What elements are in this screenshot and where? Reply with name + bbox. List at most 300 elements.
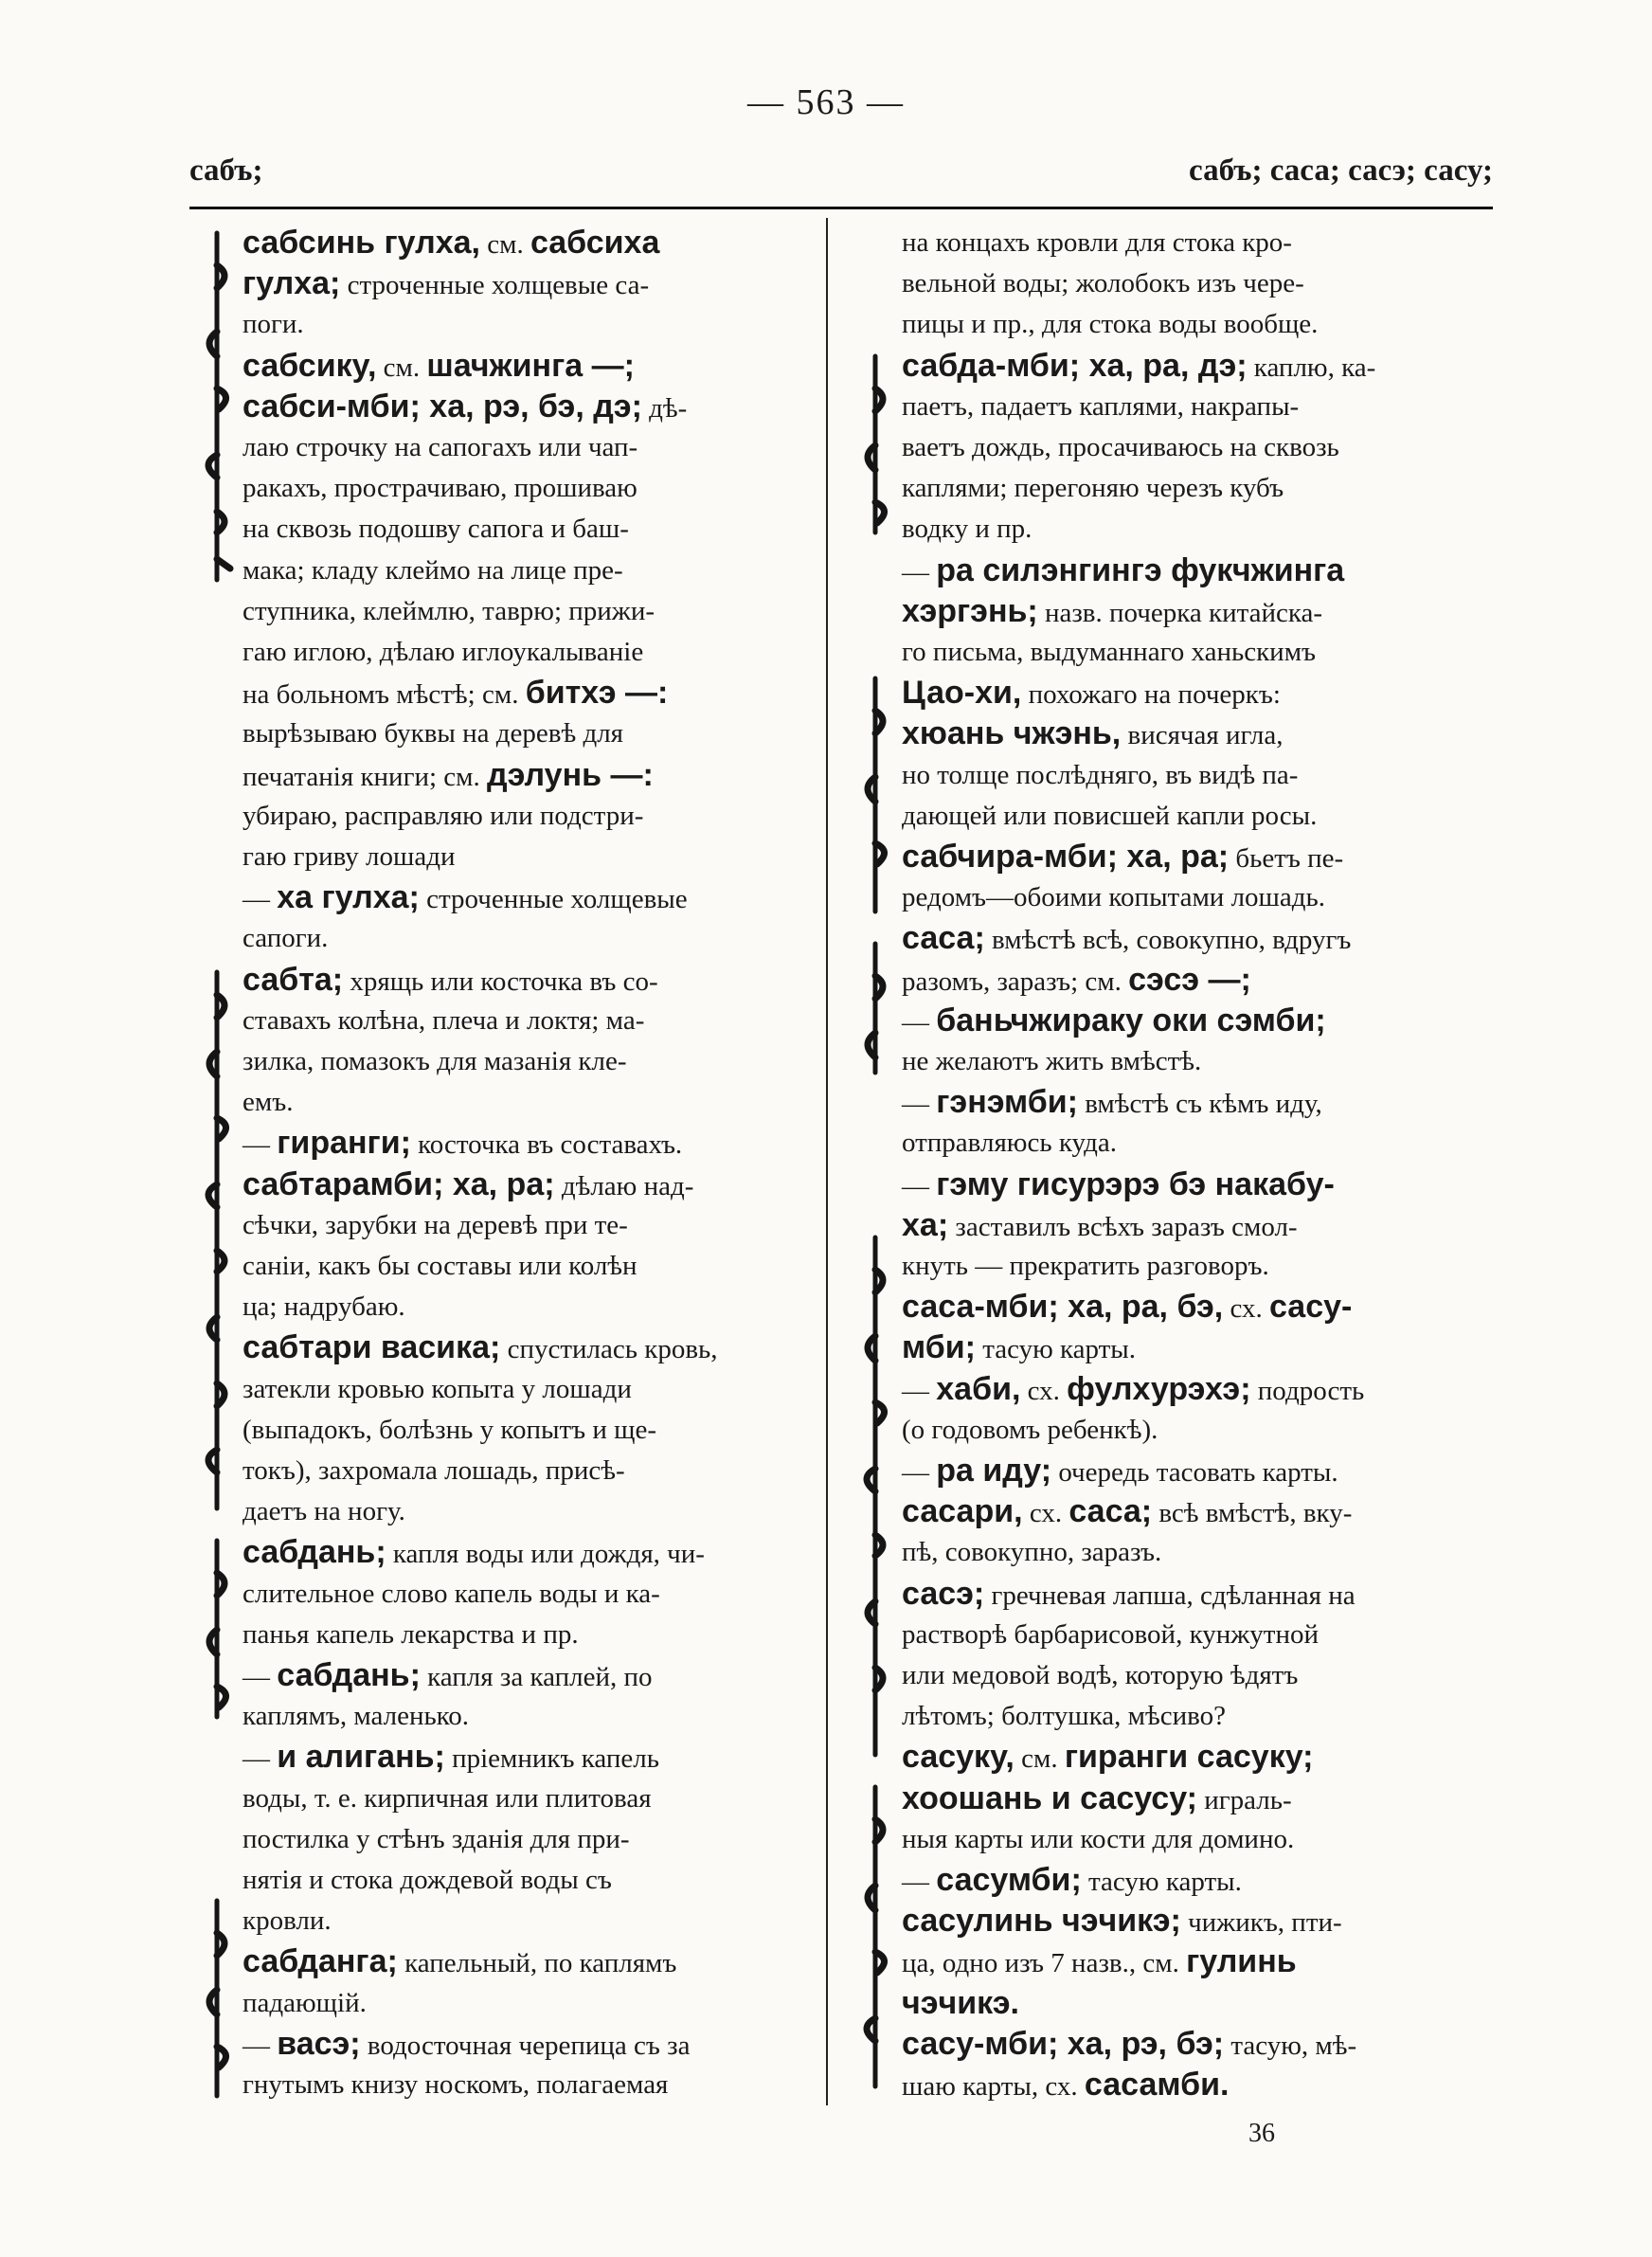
- headword: шачжинга —;: [426, 347, 635, 384]
- definition-text: лѣтомъ; болтушка, мѣсиво?: [902, 1701, 1226, 1732]
- definition-text: —: [902, 1375, 937, 1406]
- headword: Цао-хи,: [902, 675, 1022, 712]
- headword: баньчжираку оки сэмби;: [936, 1002, 1326, 1038]
- left-line-text: [242, 1533, 705, 1573]
- definition-text: кровли.: [242, 1905, 332, 1937]
- right-column-line: [902, 674, 1478, 713]
- left-line-text: [242, 1492, 405, 1530]
- left-column-line: [242, 714, 815, 754]
- headword: сабсинь гулха,: [242, 225, 480, 261]
- headword: гулха;: [242, 265, 341, 302]
- left-column-line: [242, 1206, 815, 1246]
- right-column-line: [902, 264, 1478, 304]
- definition-text: —: [902, 1867, 937, 1897]
- headword: дэлунь —:: [487, 756, 654, 793]
- left-column-line: [242, 264, 815, 304]
- definition-text: —: [902, 1006, 937, 1038]
- definition-text: пріемникъ капель: [444, 1743, 659, 1775]
- right-column-line: [902, 1656, 1478, 1696]
- definition-text: подрость: [1250, 1375, 1365, 1406]
- manchu-script-right-2: [853, 673, 898, 919]
- headword: хюань чжэнь,: [902, 715, 1122, 752]
- left-column-line: [242, 1738, 815, 1778]
- right-column-line: [902, 1452, 1478, 1491]
- right-column-line: [902, 1247, 1478, 1287]
- manchu-script-left-3: [194, 1535, 240, 1724]
- right-line-text: [902, 1165, 1335, 1205]
- headword: сасу-мби; ха, рэ, бэ;: [902, 2025, 1225, 2062]
- left-line-text: [242, 1288, 405, 1326]
- definition-text: см.: [376, 352, 427, 383]
- left-line-text: [242, 1942, 676, 1982]
- definition-text: ца, одно изъ 7 назв., см.: [902, 1948, 1187, 1979]
- right-line-text: [902, 510, 1032, 548]
- headword: фулхурэхэ;: [1067, 1370, 1251, 1407]
- definition-text: или медовой водѣ, которую ѣдятъ: [902, 1660, 1299, 1690]
- header-rule: [189, 207, 1493, 209]
- headword: сабчира-мби; ха, ра;: [902, 839, 1230, 875]
- right-column-line: [902, 1328, 1478, 1368]
- definition-text: гаю иглою, дѣлаю иглоукалываніе: [242, 637, 644, 667]
- headword: сабсику,: [242, 347, 377, 384]
- definition-text: играль-: [1196, 1784, 1292, 1815]
- running-head-left: сабъ;: [189, 153, 263, 188]
- definition-text: постилка у стѣнъ зданія для при-: [242, 1823, 630, 1854]
- manchu-script-right-1: [853, 351, 898, 540]
- headword: сабдань;: [277, 1657, 421, 1693]
- left-column-line: [242, 633, 815, 673]
- definition-text: заставилъ всѣхъ заразъ смол-: [948, 1211, 1298, 1242]
- definition-text: емъ.: [242, 1087, 294, 1118]
- definition-text: хрящь или косточка въ со-: [343, 966, 658, 997]
- headword: гэму гисурэрэ бэ накабу-: [936, 1165, 1335, 1202]
- left-column-line: [242, 1984, 815, 2024]
- left-column-line: [242, 510, 815, 550]
- definition-text: водосточная черепица съ за: [360, 2030, 691, 2061]
- headword: сабтарамби; ха, ра;: [242, 1165, 555, 1202]
- headword: ра иду;: [936, 1453, 1052, 1489]
- definition-text: (выпадокъ, болѣзнь у копытъ и ще-: [242, 1414, 657, 1445]
- left-line-text: [242, 1042, 627, 1080]
- definition-text: —: [242, 1743, 278, 1775]
- definition-text: не желаютъ жить вмѣстѣ.: [902, 1046, 1202, 1076]
- left-line-text: [242, 1206, 628, 1244]
- right-column-line: [902, 1902, 1478, 1941]
- definition-text: гречневая лапша, сдѣланная на: [984, 1580, 1356, 1611]
- headword: сабсиха: [530, 225, 660, 261]
- right-column-line: [902, 1206, 1478, 1246]
- headword: гиранги;: [277, 1125, 411, 1162]
- headword: и алигань;: [277, 1739, 445, 1776]
- left-column-line: [242, 961, 815, 1001]
- left-column-line: [242, 347, 815, 387]
- manchu-script-right-3: [853, 938, 898, 1080]
- left-column-line: [242, 1247, 815, 1287]
- headword: сасуку,: [902, 1739, 1015, 1776]
- left-column-line: [242, 1820, 815, 1860]
- right-line-text: [902, 1124, 1117, 1162]
- definition-text: отправляюсь куда.: [902, 1128, 1118, 1159]
- headword: сабда-мби; ха, ра, дэ;: [902, 347, 1248, 384]
- right-line-text: [902, 674, 1281, 713]
- left-line-text: [242, 388, 687, 427]
- right-line-text: [902, 1002, 1326, 1041]
- definition-text: пѣ, совокупно, заразъ.: [902, 1537, 1162, 1568]
- right-line-text: [902, 1820, 1294, 1858]
- left-column-line: [242, 1328, 815, 1368]
- manchu-script-left-1: [194, 227, 240, 587]
- definition-text: поги.: [242, 309, 304, 340]
- left-column-line: [242, 1533, 815, 1573]
- right-column-line: [902, 388, 1478, 427]
- right-column-line: [902, 1779, 1478, 1819]
- definition-text: гнутымъ книзу носкомъ, полагаемая: [242, 2069, 669, 2100]
- left-column-line: [242, 919, 815, 959]
- running-head-right: сабъ; саса; сасэ; сасу;: [1189, 153, 1493, 188]
- right-line-text: [902, 1288, 1352, 1327]
- headword: чэчикэ.: [902, 1984, 1019, 2021]
- definition-text: дѣлаю над-: [554, 1170, 694, 1201]
- left-column-line: [242, 1902, 815, 1941]
- headword: сасумби;: [936, 1862, 1082, 1898]
- left-line-text: [242, 592, 655, 630]
- definition-text: чижикъ, пти-: [1180, 1907, 1342, 1939]
- definition-text: бьетъ пе-: [1229, 843, 1344, 874]
- left-column-line: [242, 878, 815, 918]
- headword: гулинь: [1186, 1943, 1297, 1980]
- right-column-line: [902, 2025, 1478, 2065]
- definition-text: сѣчки, зарубки на деревѣ при те-: [242, 1209, 628, 1240]
- right-line-text: [902, 347, 1375, 387]
- definition-text: пицы и пр., для стока воды вообще.: [902, 309, 1319, 340]
- headword: хоошань и сасусу;: [902, 1779, 1197, 1816]
- definition-text: капельный, по каплямъ: [397, 1948, 677, 1979]
- left-line-text: [242, 264, 649, 304]
- left-line-text: [242, 347, 635, 387]
- definition-text: тасую карты.: [975, 1334, 1137, 1365]
- definition-text: —: [242, 1662, 278, 1692]
- definition-text: сх.: [1020, 1375, 1068, 1406]
- headword: сасари,: [902, 1493, 1023, 1530]
- definition-text: на концахъ кровли для стока кро-: [902, 227, 1292, 258]
- left-line-text: [242, 714, 623, 752]
- definition-text: мака; кладу клеймо на лице пре-: [242, 554, 623, 586]
- left-line-text: [242, 1247, 637, 1285]
- left-line-text: [242, 2025, 690, 2065]
- right-line-text: [902, 1575, 1356, 1615]
- definition-text: го письма, выдуманнаго ханьскимъ: [902, 637, 1317, 667]
- column-divider: [826, 218, 828, 2105]
- definition-text: капля за каплей, по: [420, 1662, 653, 1692]
- headword: ха;: [902, 1206, 949, 1243]
- definition-text: зилка, помазокъ для мазанія кле-: [242, 1046, 627, 1076]
- headword: саса;: [1068, 1493, 1153, 1530]
- right-column-line: [902, 347, 1478, 387]
- left-column-line: [242, 1656, 815, 1696]
- left-line-text: [242, 1002, 644, 1039]
- definition-text: —: [902, 1457, 937, 1488]
- manchu-script-left-4: [194, 1895, 240, 2104]
- right-line-text: [902, 1206, 1298, 1246]
- definition-text: —: [902, 1170, 937, 1201]
- headword: гиранги сасуку;: [1064, 1739, 1314, 1776]
- left-line-text: [242, 919, 328, 957]
- right-line-text: [902, 633, 1316, 671]
- left-column-line: [242, 1575, 815, 1615]
- right-column-line: [902, 428, 1478, 468]
- left-line-text: [242, 1861, 612, 1899]
- definition-text: см.: [479, 229, 530, 260]
- left-column-line: [242, 428, 815, 468]
- definition-text: гаю гриву лошади: [242, 841, 456, 872]
- left-column-line: [242, 838, 815, 877]
- headword: сасэ;: [902, 1575, 985, 1612]
- left-line-text: [242, 838, 456, 876]
- right-column-line: [902, 1984, 1478, 2024]
- left-column-line: [242, 1697, 815, 1737]
- right-column-line: [902, 714, 1478, 754]
- left-line-text: [242, 1656, 652, 1696]
- left-column-line: [242, 1124, 815, 1164]
- definition-text: убираю, расправляю или подстри-: [242, 800, 644, 831]
- right-column-line: [902, 469, 1478, 509]
- headword: сабдань;: [242, 1534, 386, 1571]
- left-line-text: [242, 469, 637, 507]
- definition-text: но толще послѣдняго, въ видѣ па-: [902, 759, 1299, 790]
- headword: хэргэнь;: [902, 592, 1038, 629]
- left-column-line: [242, 1861, 815, 1901]
- definition-text: косточка въ составахъ.: [410, 1129, 683, 1161]
- left-line-text: [242, 1697, 469, 1735]
- headword: ха гулха;: [277, 879, 420, 916]
- left-column-line: [242, 469, 815, 509]
- right-line-text: [902, 1328, 1136, 1368]
- right-column-line: [902, 633, 1478, 673]
- right-column-line: [902, 1616, 1478, 1655]
- left-line-text: [242, 1575, 660, 1613]
- definition-text: ступника, клеймлю, таврю; прижи-: [242, 595, 655, 626]
- definition-text: на сквозь подошву сапога и баш-: [242, 514, 629, 545]
- definition-text: разомъ, заразъ; см.: [902, 966, 1129, 997]
- definition-text: каплями; перегоняю черезъ кубъ: [902, 473, 1284, 504]
- right-column-line: [902, 1165, 1478, 1205]
- right-line-text: [902, 469, 1284, 507]
- left-column-line: [242, 224, 815, 263]
- definition-text: ныя карты или кости для домино.: [902, 1823, 1295, 1854]
- left-line-text: [242, 2066, 668, 2104]
- right-line-text: [902, 1083, 1322, 1123]
- headword: битхэ —:: [525, 675, 669, 712]
- definition-text: водку и пр.: [902, 514, 1032, 545]
- right-column-line: [902, 1370, 1478, 1410]
- right-line-text: [902, 428, 1339, 466]
- left-column-line: [242, 1288, 815, 1327]
- definition-text: шаю карты, сх.: [902, 2071, 1085, 2102]
- definition-text: дающей или повисшей капли росы.: [902, 800, 1318, 831]
- left-line-text: [242, 1738, 659, 1778]
- right-line-text: [902, 1616, 1319, 1653]
- right-line-text: [902, 1984, 1019, 2024]
- left-column-line: [242, 1002, 815, 1041]
- right-line-text: [902, 2025, 1356, 2065]
- right-column-line: [902, 1942, 1478, 1982]
- definition-text: капля воды или дождя, чи-: [386, 1539, 705, 1570]
- left-column-line: [242, 551, 815, 591]
- right-column-line: [902, 305, 1478, 345]
- definition-text: вельной воды; жолобокъ изъ чере-: [902, 268, 1304, 299]
- definition-text: редомъ—обоими копытами лошадь.: [902, 882, 1325, 913]
- right-column-line: [902, 551, 1478, 591]
- headword: сэсэ —;: [1128, 961, 1251, 998]
- left-line-text: [242, 797, 643, 835]
- right-line-text: [902, 305, 1318, 343]
- left-column-line: [242, 2025, 815, 2065]
- definition-text: слительное слово капель воды и ка-: [242, 1578, 660, 1609]
- definition-text: (о годовомъ ребенкѣ).: [902, 1414, 1158, 1445]
- definition-text: на больномъ мѣстѣ; см.: [242, 679, 526, 711]
- right-column-line: [902, 1575, 1478, 1615]
- page-number: — 563 —: [747, 82, 905, 122]
- definition-text: падающій.: [242, 1987, 367, 2018]
- definition-text: нятія и стока дождевой воды съ: [242, 1865, 612, 1895]
- definition-text: см.: [1014, 1743, 1065, 1775]
- left-column-line: [242, 1042, 815, 1082]
- right-column-line: [902, 1042, 1478, 1082]
- left-line-text: [242, 1370, 632, 1408]
- left-line-text: [242, 633, 643, 671]
- right-column-line: [902, 592, 1478, 632]
- definition-text: похожаго на почеркъ:: [1021, 679, 1281, 711]
- right-column-line: [902, 1411, 1478, 1451]
- definition-text: затекли кровью копыта у лошади: [242, 1373, 632, 1404]
- definition-text: растворѣ барбарисовой, кунжутной: [902, 1618, 1320, 1650]
- definition-text: —: [242, 2030, 278, 2061]
- left-column-line: [242, 1452, 815, 1491]
- definition-text: ваетъ дождь, просачиваюсь на сквозь: [902, 432, 1339, 462]
- left-line-text: [242, 1616, 579, 1653]
- right-column-line: [902, 1083, 1478, 1123]
- definition-text: назв. почерка китайска-: [1037, 597, 1323, 628]
- right-column-line: [902, 756, 1478, 796]
- definition-text: сапоги.: [242, 923, 329, 954]
- headword: хаби,: [936, 1370, 1021, 1407]
- left-line-text: [242, 1411, 656, 1449]
- left-column-line: [242, 2066, 815, 2105]
- left-column-line: [242, 305, 815, 345]
- right-column-line: [902, 878, 1478, 918]
- left-line-text: [242, 224, 659, 263]
- left-column-line: [242, 756, 815, 796]
- left-column-line: [242, 1370, 815, 1410]
- definition-text: воды, т. е. кирпичная или плитовая: [242, 1782, 652, 1814]
- left-line-text: [242, 1124, 682, 1164]
- left-line-text: [242, 1984, 367, 2022]
- right-line-text: [902, 1492, 1352, 1532]
- right-line-text: [902, 1902, 1342, 1941]
- definition-text: панья капель лекарства и пр.: [242, 1618, 579, 1650]
- right-line-text: [902, 1861, 1242, 1901]
- definition-text: дѣ-: [641, 392, 688, 424]
- definition-text: сх.: [1223, 1293, 1269, 1325]
- manchu-script-right-5: [853, 1781, 898, 2094]
- definition-text: вмѣстѣ съ кѣмъ иду,: [1077, 1089, 1322, 1120]
- manchu-script-left-2: [194, 966, 240, 1516]
- left-column-line: [242, 1616, 815, 1655]
- definition-text: токъ), захромала лошадь, присѣ-: [242, 1455, 625, 1486]
- definition-text: тасую карты.: [1081, 1867, 1242, 1897]
- right-column-line: [902, 1002, 1478, 1041]
- right-line-text: [902, 1942, 1297, 1982]
- definition-text: каплямъ, маленько.: [242, 1701, 470, 1732]
- right-line-text: [902, 1042, 1201, 1080]
- right-line-text: [902, 756, 1298, 794]
- right-line-text: [902, 264, 1304, 302]
- left-line-text: [242, 1165, 693, 1205]
- definition-text: печатанія книги; см.: [242, 761, 488, 792]
- headword: ра силэнгингэ фукчжинга: [936, 551, 1345, 588]
- definition-text: ца; надрубаю.: [242, 1291, 405, 1323]
- left-column-line: [242, 592, 815, 632]
- right-line-text: [902, 551, 1344, 591]
- definition-text: очередь тасовать карты.: [1051, 1457, 1338, 1488]
- headword: саса;: [902, 920, 985, 957]
- left-line-text: [242, 756, 654, 796]
- definition-text: —: [242, 884, 278, 915]
- left-column-line: [242, 1492, 815, 1532]
- definition-text: вырѣзываю буквы на деревѣ для: [242, 718, 624, 749]
- headword: гэнэмби;: [936, 1084, 1078, 1121]
- right-line-text: [902, 961, 1251, 1001]
- right-line-text: [902, 2066, 1229, 2105]
- right-column-line: [902, 1124, 1478, 1164]
- right-line-text: [902, 1533, 1161, 1571]
- definition-text: лаю строчку на сапогахъ или чап-: [242, 432, 638, 462]
- right-line-text: [902, 797, 1317, 835]
- headword: сасулинь чэчикэ;: [902, 1903, 1181, 1940]
- right-line-text: [902, 224, 1292, 262]
- left-column-line: [242, 1942, 815, 1982]
- right-line-text: [902, 1452, 1338, 1491]
- left-column-line: [242, 388, 815, 427]
- right-column-line: [902, 1533, 1478, 1573]
- right-column-line: [902, 961, 1478, 1001]
- headword: сабси-мби; ха, рэ, бэ, дэ;: [242, 388, 642, 424]
- headword: сабданга;: [242, 1943, 398, 1980]
- folio-signature: 36: [1248, 2119, 1275, 2148]
- right-column-line: [902, 797, 1478, 837]
- left-line-text: [242, 1779, 652, 1817]
- right-column-line: [902, 510, 1478, 550]
- definition-text: —: [242, 1129, 278, 1161]
- left-line-text: [242, 305, 304, 343]
- left-column-line: [242, 1165, 815, 1205]
- right-column-line: [902, 838, 1478, 877]
- definition-text: даетъ на ногу.: [242, 1496, 405, 1527]
- manchu-script-right-4: [853, 1232, 898, 1762]
- right-line-text: [902, 592, 1322, 632]
- right-column-line: [902, 1820, 1478, 1860]
- left-line-text: [242, 428, 637, 466]
- right-line-text: [902, 1697, 1226, 1735]
- headword: сасамби.: [1084, 2067, 1230, 2103]
- right-column-line: [902, 224, 1478, 263]
- right-line-text: [902, 919, 1351, 959]
- left-line-text: [242, 1902, 332, 1940]
- right-line-text: [902, 878, 1325, 916]
- definition-text: тасую, мѣ-: [1224, 2030, 1357, 2061]
- left-column-line: [242, 1411, 815, 1451]
- definition-text: вмѣстѣ всѣ, совокупно, вдругъ: [984, 925, 1352, 956]
